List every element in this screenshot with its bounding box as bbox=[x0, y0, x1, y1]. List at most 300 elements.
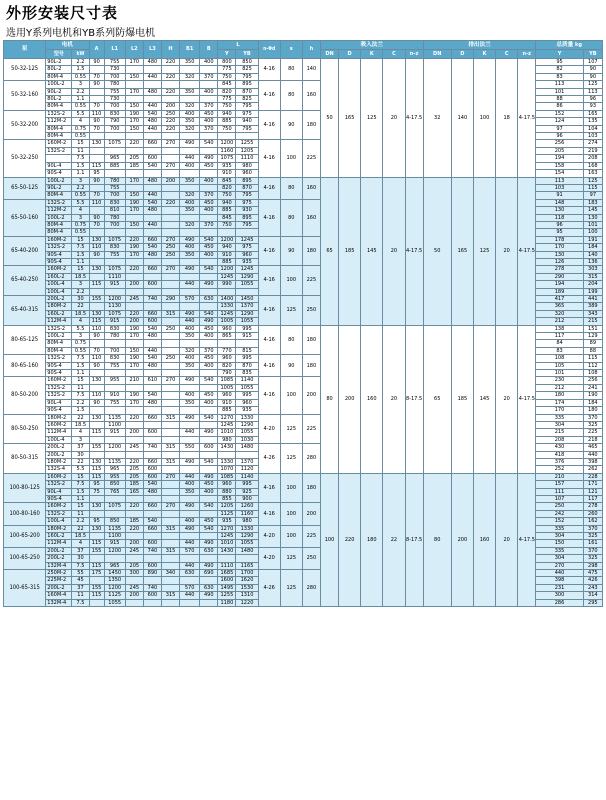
length-yb-cell: 895 bbox=[236, 81, 258, 88]
length-y-cell: 750 bbox=[218, 125, 236, 132]
dim-b1-cell: 490 bbox=[180, 310, 200, 317]
length-yb-cell: 1140 bbox=[236, 473, 258, 480]
dim-l3-cell bbox=[143, 555, 161, 562]
dim-b1-cell: 440 bbox=[180, 473, 200, 480]
dim-h-cell bbox=[161, 555, 179, 562]
motor-model-cell: 90S-4 bbox=[46, 258, 72, 265]
dim-a-cell: 110 bbox=[89, 355, 104, 362]
dim-l2-cell: 245 bbox=[125, 444, 143, 451]
dim-l1-cell: 955 bbox=[104, 377, 125, 384]
dim-l2-cell bbox=[125, 214, 143, 221]
dim-b-cell: 490 bbox=[200, 562, 218, 569]
dim-a-cell: 90 bbox=[89, 399, 104, 406]
dim-s-cell: 125 bbox=[280, 570, 302, 607]
length-y-cell: 1005 bbox=[218, 384, 236, 391]
dim-l1-cell bbox=[104, 288, 125, 295]
dim-h-small-cell: 180 bbox=[302, 236, 320, 266]
dim-b-cell: 540 bbox=[200, 525, 218, 532]
header-outlet-K: K bbox=[473, 50, 495, 59]
motor-model-cell: 132S-2 bbox=[46, 510, 72, 517]
dim-h-cell bbox=[161, 318, 179, 325]
dim-a-cell bbox=[89, 303, 104, 310]
dim-b-cell bbox=[200, 533, 218, 540]
weight-y-cell: 113 bbox=[536, 81, 583, 88]
header-L: L bbox=[218, 41, 258, 50]
motor-power-cell: 11 bbox=[72, 510, 89, 517]
dim-l2-cell: 220 bbox=[125, 525, 143, 532]
dim-l2-cell bbox=[125, 288, 143, 295]
dim-b1-cell: 440 bbox=[180, 429, 200, 436]
dim-b1-cell: 550 bbox=[180, 444, 200, 451]
weight-yb-cell: 370 bbox=[583, 414, 602, 421]
dim-l3-cell bbox=[143, 229, 161, 236]
dim-l2-cell: 170 bbox=[125, 251, 143, 258]
dim-b1-cell bbox=[180, 421, 200, 428]
dim-l2-cell bbox=[125, 133, 143, 140]
dim-a-cell: 155 bbox=[89, 444, 104, 451]
dim-b1-cell: 320 bbox=[180, 73, 200, 80]
bolt-holes-cell: 4-16 bbox=[258, 236, 280, 266]
dim-b1-cell: 490 bbox=[180, 377, 200, 384]
weight-yb-cell: 325 bbox=[583, 533, 602, 540]
dim-h-cell: 250 bbox=[161, 110, 179, 117]
inlet-d-cell: 165 bbox=[339, 59, 361, 178]
bolt-holes-cell: 4-16 bbox=[258, 199, 280, 236]
dim-a-cell bbox=[89, 495, 104, 502]
length-y-cell: 1330 bbox=[218, 303, 236, 310]
dim-h-cell bbox=[161, 466, 179, 473]
dim-b-cell bbox=[200, 421, 218, 428]
dim-s-cell: 100 bbox=[280, 377, 302, 414]
dim-h-cell bbox=[161, 281, 179, 288]
length-y-cell: 1075 bbox=[218, 155, 236, 162]
dim-l3-cell: 480 bbox=[143, 177, 161, 184]
weight-y-cell: 212 bbox=[536, 318, 583, 325]
header-L-Y: Y bbox=[218, 50, 236, 59]
dim-b-cell: 490 bbox=[200, 592, 218, 599]
weight-y-cell: 278 bbox=[536, 266, 583, 273]
motor-power-cell: 15 bbox=[72, 236, 89, 243]
dim-a-cell bbox=[89, 258, 104, 265]
dim-b-cell bbox=[200, 384, 218, 391]
motor-power-cell: 2.2 bbox=[72, 288, 89, 295]
dim-l2-cell: 220 bbox=[125, 414, 143, 421]
dim-b1-cell bbox=[180, 495, 200, 502]
length-yb-cell: 1480 bbox=[236, 547, 258, 554]
motor-model-cell: 112M-4 bbox=[46, 318, 72, 325]
dim-a-cell bbox=[89, 133, 104, 140]
dim-h-cell bbox=[161, 436, 179, 443]
motor-model-cell: 160M-4 bbox=[46, 592, 72, 599]
dim-l3-cell bbox=[143, 407, 161, 414]
dim-l3-cell: 540 bbox=[143, 355, 161, 362]
dim-l2-cell bbox=[125, 303, 143, 310]
bolt-holes-cell: 4-20 bbox=[258, 547, 280, 569]
dim-b-cell bbox=[200, 510, 218, 517]
dim-l1-cell bbox=[104, 407, 125, 414]
dim-b1-cell: 320 bbox=[180, 103, 200, 110]
dim-a-cell: 70 bbox=[89, 221, 104, 228]
length-y-cell bbox=[218, 229, 236, 236]
header-B: B bbox=[200, 41, 218, 59]
weight-yb-cell: 88 bbox=[583, 347, 602, 354]
dim-b1-cell: 320 bbox=[180, 347, 200, 354]
length-y-cell: 940 bbox=[218, 110, 236, 117]
dim-b-cell: 400 bbox=[200, 177, 218, 184]
length-yb-cell bbox=[236, 555, 258, 562]
dim-h-cell bbox=[161, 333, 179, 340]
weight-yb-cell: 183 bbox=[583, 199, 602, 206]
motor-power-cell: 2.2 bbox=[72, 88, 89, 95]
dim-h-small-cell: 180 bbox=[302, 110, 320, 140]
dim-l1-cell bbox=[104, 510, 125, 517]
length-yb-cell: 825 bbox=[236, 66, 258, 73]
dim-b1-cell: 490 bbox=[180, 414, 200, 421]
dim-b-cell bbox=[200, 170, 218, 177]
dim-h-cell: 315 bbox=[161, 525, 179, 532]
motor-power-cell: 1.5 bbox=[72, 488, 89, 495]
dim-l2-cell bbox=[125, 510, 143, 517]
motor-model-cell: 200L-2 bbox=[46, 555, 72, 562]
motor-power-cell: 4 bbox=[72, 318, 89, 325]
dim-a-cell bbox=[89, 510, 104, 517]
header-weight-yb: YB bbox=[583, 50, 602, 59]
dim-b1-cell bbox=[180, 147, 200, 154]
weight-yb-cell: 180 bbox=[583, 407, 602, 414]
dim-h-cell: 270 bbox=[161, 140, 179, 147]
dim-h-cell bbox=[161, 384, 179, 391]
length-y-cell bbox=[218, 340, 236, 347]
motor-model-cell: 160M-2 bbox=[46, 421, 72, 428]
weight-yb-cell: 115 bbox=[583, 184, 602, 191]
dim-h-cell: 290 bbox=[161, 296, 179, 303]
dim-l1-cell: 830 bbox=[104, 199, 125, 206]
dim-b1-cell bbox=[180, 96, 200, 103]
motor-power-cell: 22 bbox=[72, 458, 89, 465]
header-motor: 电机 bbox=[46, 41, 89, 50]
weight-y-cell: 300 bbox=[536, 592, 583, 599]
motor-power-cell: 22 bbox=[72, 303, 89, 310]
dim-l1-cell: 1075 bbox=[104, 140, 125, 147]
dim-b-cell: 600 bbox=[200, 444, 218, 451]
motor-model-cell: 100L-4 bbox=[46, 518, 72, 525]
weight-yb-cell: 163 bbox=[583, 170, 602, 177]
dim-l3-cell bbox=[143, 384, 161, 391]
motor-power-cell: 3 bbox=[72, 81, 89, 88]
inlet-dn-cell: 50 bbox=[320, 59, 338, 178]
dim-h-cell: 220 bbox=[161, 59, 179, 66]
dim-b1-cell: 400 bbox=[180, 355, 200, 362]
length-y-cell: 960 bbox=[218, 355, 236, 362]
dim-b1-cell: 400 bbox=[180, 199, 200, 206]
motor-power-cell: 11 bbox=[72, 592, 89, 599]
dim-a-cell bbox=[89, 88, 104, 95]
dim-l2-cell bbox=[125, 495, 143, 502]
bolt-holes-cell: 4-16 bbox=[258, 503, 280, 525]
dim-a-cell bbox=[89, 384, 104, 391]
dim-a-cell: 90 bbox=[89, 81, 104, 88]
length-y-cell bbox=[218, 133, 236, 140]
dim-b-cell bbox=[200, 81, 218, 88]
dim-a-cell: 75 bbox=[89, 488, 104, 495]
dim-h-cell: 270 bbox=[161, 377, 179, 384]
length-yb-cell: 1450 bbox=[236, 296, 258, 303]
motor-model-cell: 100L-4 bbox=[46, 436, 72, 443]
dim-l3-cell: 740 bbox=[143, 296, 161, 303]
weight-y-cell: 230 bbox=[536, 377, 583, 384]
bolt-holes-cell: 4-16 bbox=[258, 59, 280, 81]
dim-a-cell: 115 bbox=[89, 162, 104, 169]
weight-yb-cell: 135 bbox=[583, 118, 602, 125]
motor-model-cell: 250M-2 bbox=[46, 570, 72, 577]
motor-model-cell: 80M-4 bbox=[46, 133, 72, 140]
motor-power-cell: 22 bbox=[72, 414, 89, 421]
dim-l3-cell: 660 bbox=[143, 266, 161, 273]
dim-s-cell: 100 bbox=[280, 503, 302, 525]
dim-l1-cell: 1075 bbox=[104, 310, 125, 317]
weight-y-cell: 96 bbox=[536, 133, 583, 140]
dim-b-cell: 630 bbox=[200, 584, 218, 591]
length-yb-cell: 795 bbox=[236, 221, 258, 228]
length-yb-cell bbox=[236, 229, 258, 236]
dim-s-cell: 125 bbox=[280, 414, 302, 444]
weight-yb-cell: 219 bbox=[583, 147, 602, 154]
dim-l2-cell: 150 bbox=[125, 192, 143, 199]
motor-power-cell: 18.5 bbox=[72, 533, 89, 540]
dim-l3-cell: 480 bbox=[143, 251, 161, 258]
dim-l2-cell: 190 bbox=[125, 325, 143, 332]
dim-b-cell: 370 bbox=[200, 125, 218, 132]
weight-yb-cell: 104 bbox=[583, 125, 602, 132]
dim-b-cell: 400 bbox=[200, 59, 218, 66]
length-yb-cell: 1245 bbox=[236, 236, 258, 243]
length-yb-cell: 1290 bbox=[236, 533, 258, 540]
weight-y-cell: 270 bbox=[536, 562, 583, 569]
length-y-cell: 865 bbox=[218, 333, 236, 340]
dim-l2-cell: 200 bbox=[125, 540, 143, 547]
dim-h-cell: 270 bbox=[161, 473, 179, 480]
dim-l3-cell bbox=[143, 599, 161, 606]
weight-y-cell: 154 bbox=[536, 170, 583, 177]
weight-yb-cell: 107 bbox=[583, 59, 602, 66]
dim-s-cell: 80 bbox=[280, 177, 302, 199]
dim-a-cell: 110 bbox=[89, 244, 104, 251]
dim-l3-cell: 540 bbox=[143, 162, 161, 169]
weight-yb-cell: 274 bbox=[583, 140, 602, 147]
pump-model-cell: 65-50-125 bbox=[4, 177, 46, 199]
dim-b-cell bbox=[200, 407, 218, 414]
dim-a-cell: 70 bbox=[89, 103, 104, 110]
dim-b-cell bbox=[200, 273, 218, 280]
header-outlet-DN: DN bbox=[423, 50, 451, 59]
dim-h-cell bbox=[161, 229, 179, 236]
bolt-holes-cell: 4-16 bbox=[258, 177, 280, 199]
pump-model-cell: 80-50-315 bbox=[4, 444, 46, 474]
dim-l3-cell: 480 bbox=[143, 207, 161, 214]
dim-a-cell: 130 bbox=[89, 310, 104, 317]
dim-l1-cell: 780 bbox=[104, 214, 125, 221]
dim-h-cell: 220 bbox=[161, 118, 179, 125]
dim-l1-cell bbox=[104, 384, 125, 391]
motor-model-cell: 80L-2 bbox=[46, 96, 72, 103]
dim-b-cell: 450 bbox=[200, 481, 218, 488]
length-yb-cell bbox=[236, 133, 258, 140]
dim-a-cell: 70 bbox=[89, 192, 104, 199]
motor-power-cell: 3 bbox=[72, 333, 89, 340]
dim-b1-cell: 440 bbox=[180, 281, 200, 288]
table-header bbox=[4, 41, 603, 59]
weight-yb-cell: 162 bbox=[583, 518, 602, 525]
dim-l3-cell: 600 bbox=[143, 429, 161, 436]
dim-a-cell: 70 bbox=[89, 125, 104, 132]
length-yb-cell: 1140 bbox=[236, 377, 258, 384]
dim-h-cell bbox=[161, 518, 179, 525]
weight-y-cell: 335 bbox=[536, 547, 583, 554]
length-y-cell: 1685 bbox=[218, 570, 236, 577]
pump-model-cell: 80-65-125 bbox=[4, 325, 46, 355]
dim-b-cell bbox=[200, 288, 218, 295]
motor-power-cell: 0.55 bbox=[72, 192, 89, 199]
header-outlet-nz: n-z bbox=[518, 50, 536, 59]
dim-l1-cell: 915 bbox=[104, 318, 125, 325]
dim-l1-cell: 1200 bbox=[104, 547, 125, 554]
dim-h-cell bbox=[161, 347, 179, 354]
weight-yb-cell: 151 bbox=[583, 325, 602, 332]
motor-model-cell: 80M-4 bbox=[46, 73, 72, 80]
dim-b1-cell bbox=[180, 510, 200, 517]
bolt-holes-cell: 4-26 bbox=[258, 570, 280, 607]
motor-power-cell: 2.2 bbox=[72, 59, 89, 66]
dim-h-cell bbox=[161, 66, 179, 73]
length-y-cell bbox=[218, 288, 236, 295]
dim-b1-cell bbox=[180, 81, 200, 88]
weight-y-cell: 101 bbox=[536, 370, 583, 377]
dim-l2-cell: 170 bbox=[125, 177, 143, 184]
dim-b-cell: 370 bbox=[200, 73, 218, 80]
dim-b-cell bbox=[200, 599, 218, 606]
weight-yb-cell: 262 bbox=[583, 466, 602, 473]
dim-h-small-cell: 225 bbox=[302, 414, 320, 444]
length-y-cell: 820 bbox=[218, 184, 236, 191]
dim-l1-cell bbox=[104, 229, 125, 236]
motor-power-cell: 0.75 bbox=[72, 340, 89, 347]
motor-power-cell: 7.5 bbox=[72, 392, 89, 399]
dim-a-cell: 110 bbox=[89, 110, 104, 117]
dim-a-cell: 95 bbox=[89, 170, 104, 177]
motor-model-cell: 112M-4 bbox=[46, 540, 72, 547]
dim-l3-cell bbox=[143, 214, 161, 221]
dim-l2-cell: 150 bbox=[125, 221, 143, 228]
dim-b1-cell bbox=[180, 133, 200, 140]
dim-l1-cell: 1075 bbox=[104, 503, 125, 510]
length-y-cell: 935 bbox=[218, 518, 236, 525]
pump-model-cell: 65-50-160 bbox=[4, 199, 46, 236]
weight-y-cell: 335 bbox=[536, 525, 583, 532]
dim-a-cell: 155 bbox=[89, 547, 104, 554]
weight-y-cell: 103 bbox=[536, 184, 583, 191]
length-y-cell: 885 bbox=[218, 258, 236, 265]
dim-l3-cell: 540 bbox=[143, 481, 161, 488]
dim-b-cell bbox=[200, 229, 218, 236]
motor-model-cell: 160L-2 bbox=[46, 310, 72, 317]
weight-y-cell: 180 bbox=[536, 392, 583, 399]
length-y-cell: 750 bbox=[218, 192, 236, 199]
dim-h-cell bbox=[161, 207, 179, 214]
dim-h-cell: 200 bbox=[161, 177, 179, 184]
dim-a-cell bbox=[89, 155, 104, 162]
dim-b-cell: 450 bbox=[200, 110, 218, 117]
dim-h-small-cell: 225 bbox=[302, 525, 320, 547]
dim-b1-cell: 350 bbox=[180, 88, 200, 95]
pump-model-cell: 100-65-200 bbox=[4, 525, 46, 547]
dim-b1-cell: 400 bbox=[180, 110, 200, 117]
dim-a-cell bbox=[89, 577, 104, 584]
header-motor-kw: kW bbox=[72, 50, 89, 59]
length-y-cell: 1160 bbox=[218, 147, 236, 154]
weight-y-cell: 117 bbox=[536, 333, 583, 340]
dim-l2-cell bbox=[125, 370, 143, 377]
length-y-cell bbox=[218, 555, 236, 562]
dim-a-cell: 155 bbox=[89, 296, 104, 303]
dim-h-cell: 315 bbox=[161, 547, 179, 554]
dim-l2-cell: 220 bbox=[125, 458, 143, 465]
outlet-dn-cell: 32 bbox=[423, 59, 451, 178]
dim-h-small-cell: 200 bbox=[302, 377, 320, 414]
dim-a-cell: 95 bbox=[89, 518, 104, 525]
weight-yb-cell: 113 bbox=[583, 88, 602, 95]
outlet-d-cell: 185 bbox=[451, 325, 473, 473]
weight-yb-cell: 295 bbox=[583, 599, 602, 606]
header-outlet-flange: 排出法兰 bbox=[423, 41, 536, 50]
dim-b-cell: 490 bbox=[200, 429, 218, 436]
length-yb-cell: 1330 bbox=[236, 525, 258, 532]
dim-b-cell bbox=[200, 451, 218, 458]
motor-model-cell: 225M-2 bbox=[46, 577, 72, 584]
motor-model-cell: 90L-4 bbox=[46, 399, 72, 406]
dim-l3-cell: 660 bbox=[143, 236, 161, 243]
dim-b-cell bbox=[200, 184, 218, 191]
motor-power-cell: 55 bbox=[72, 570, 89, 577]
dim-l1-cell: 915 bbox=[104, 281, 125, 288]
dim-h-cell: 250 bbox=[161, 355, 179, 362]
motor-model-cell: 200L-2 bbox=[46, 296, 72, 303]
bolt-holes-cell: 4-16 bbox=[258, 266, 280, 296]
pump-model-cell: 100-80-160 bbox=[4, 503, 46, 525]
motor-model-cell: 90S-4 bbox=[46, 251, 72, 258]
length-yb-cell: 935 bbox=[236, 407, 258, 414]
motor-power-cell: 37 bbox=[72, 444, 89, 451]
dim-l1-cell: 780 bbox=[104, 81, 125, 88]
dim-l1-cell bbox=[104, 258, 125, 265]
dim-a-cell: 115 bbox=[89, 540, 104, 547]
dim-a-cell: 90 bbox=[89, 251, 104, 258]
dim-a-cell bbox=[89, 147, 104, 154]
dim-h-cell bbox=[161, 370, 179, 377]
length-y-cell: 960 bbox=[218, 392, 236, 399]
motor-power-cell: 3 bbox=[72, 214, 89, 221]
dim-l1-cell bbox=[104, 495, 125, 502]
dim-a-cell: 70 bbox=[89, 347, 104, 354]
motor-power-cell: 1.5 bbox=[72, 362, 89, 369]
length-yb-cell: 1290 bbox=[236, 310, 258, 317]
dim-l1-cell: 1135 bbox=[104, 525, 125, 532]
weight-y-cell: 126 bbox=[536, 258, 583, 265]
weight-yb-cell: 112 bbox=[583, 362, 602, 369]
inlet-c-cell: 20 bbox=[383, 59, 405, 178]
length-yb-cell: 1330 bbox=[236, 414, 258, 421]
dim-l2-cell: 220 bbox=[125, 236, 143, 243]
motor-model-cell: 180M-2 bbox=[46, 525, 72, 532]
